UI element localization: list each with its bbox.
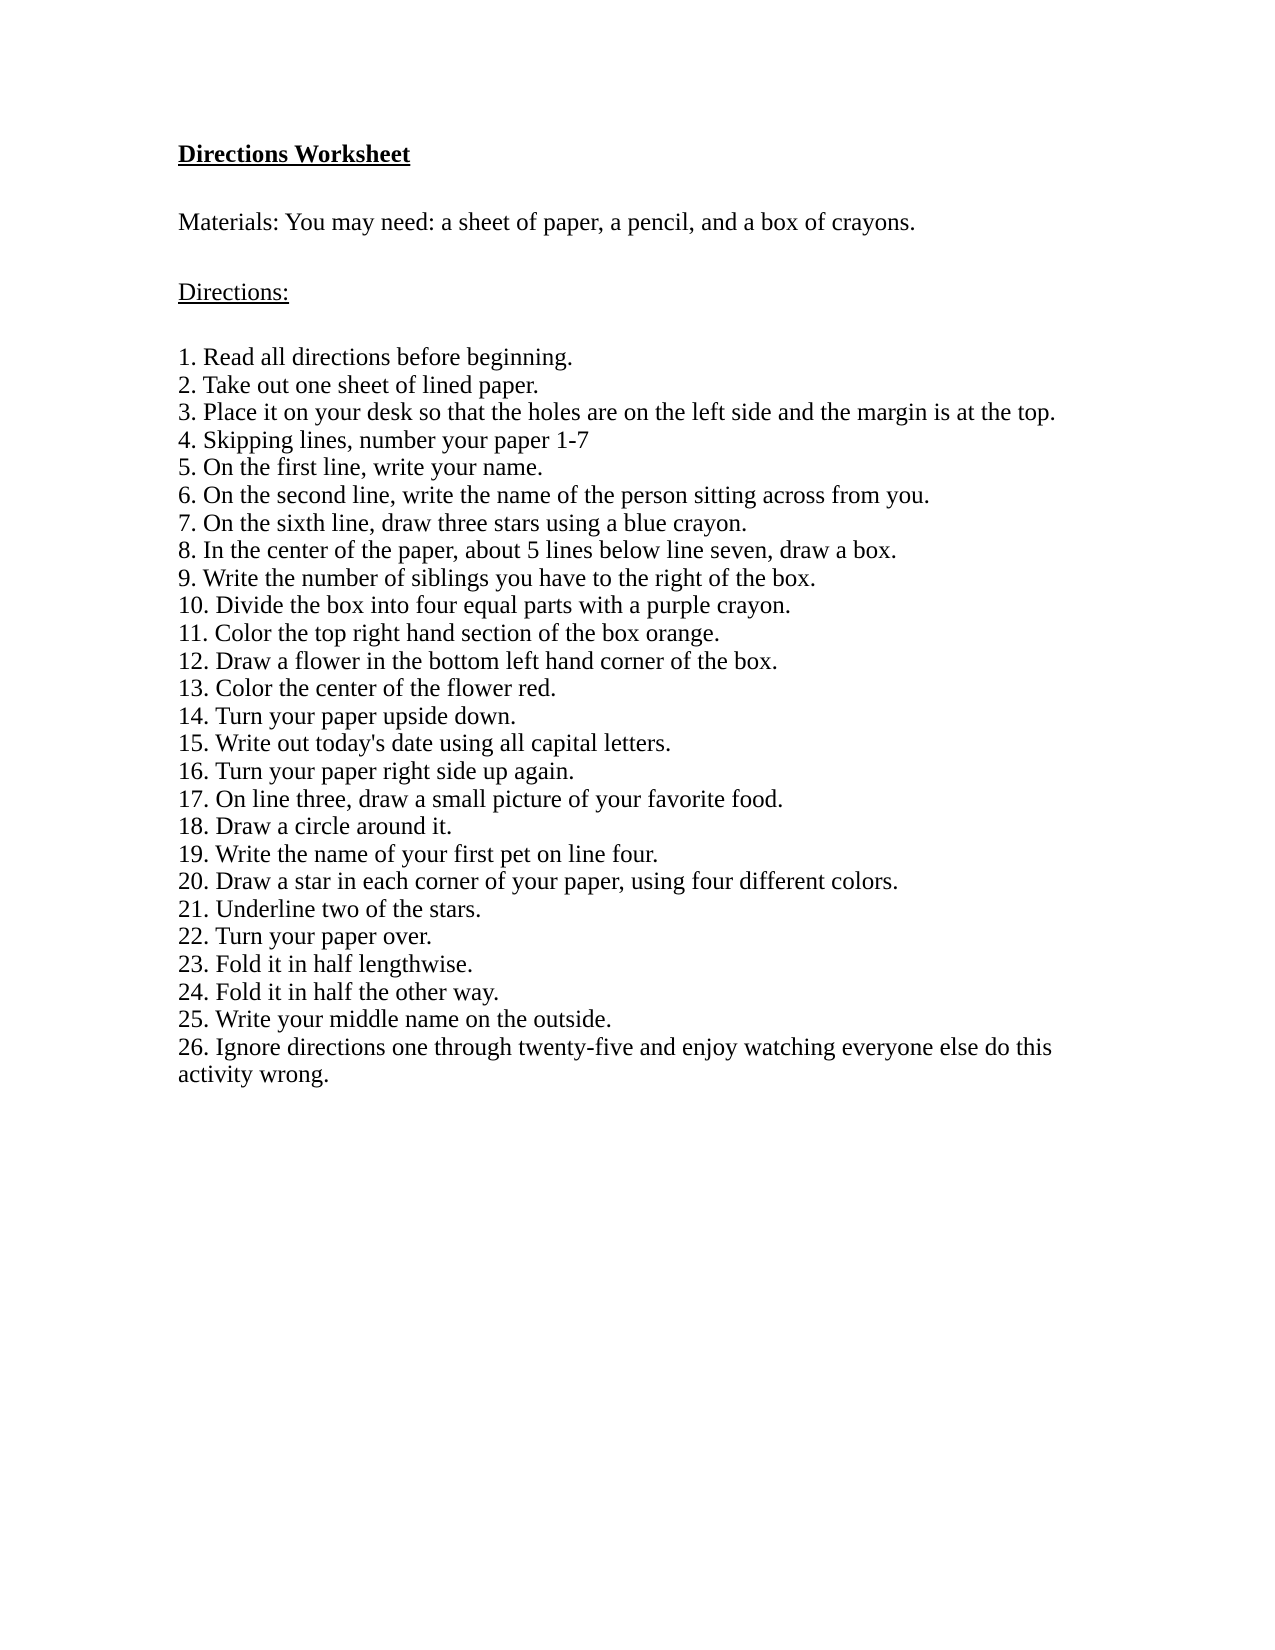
- list-item-number: 15.: [178, 730, 210, 758]
- list-item-text: Place it on your desk so that the holes are on the left side and the margin is at the top.: [203, 399, 1056, 427]
- list-item-number: 16.: [178, 757, 210, 785]
- list-item-number: 14.: [178, 702, 210, 730]
- list-item-text: Draw a flower in the bottom left hand corner of the box.: [215, 647, 778, 675]
- list-item: [178, 951, 1105, 979]
- list-item-text: Fold it in half lengthwise.: [215, 951, 474, 979]
- list-item: [178, 399, 1105, 427]
- list-item: [178, 592, 1105, 620]
- list-item-number: 6.: [178, 481, 197, 509]
- list-item-number: 18.: [178, 813, 210, 841]
- list-item: [178, 896, 1105, 924]
- directions-heading: Directions:: [178, 279, 290, 306]
- list-item-number: 10.: [178, 592, 210, 620]
- list-item: [178, 979, 1105, 1007]
- list-item-number: 17.: [178, 785, 210, 813]
- list-item-number: 1.: [178, 344, 197, 371]
- list-item-text: Write the number of siblings you have to the right of the box.: [202, 564, 817, 592]
- list-item-text: Draw a circle around it.: [215, 813, 453, 841]
- directions-list: [178, 344, 1105, 1089]
- list-item-number: 26.: [178, 1033, 210, 1061]
- page-title: Directions Worksheet: [178, 141, 411, 168]
- list-item: [178, 730, 1105, 758]
- list-item: [178, 868, 1105, 896]
- list-item-text: On the second line, write the name of the person sitting across from you.: [203, 481, 930, 509]
- list-item-text: Color the center of the flower red.: [215, 675, 557, 703]
- list-item: [178, 923, 1105, 951]
- list-item-text: On line three, draw a small picture of your favorite food.: [215, 785, 784, 813]
- list-item-number: 21.: [178, 895, 210, 923]
- list-item-text: Ignore directions one through twenty-five and enjoy watching everyone else do this activity wrong.: [178, 1033, 1053, 1089]
- list-item-text: Read all directions before beginning.: [203, 344, 574, 371]
- list-item-number: 4.: [178, 426, 197, 454]
- list-item-text: Underline two of the stars.: [215, 895, 482, 923]
- list-item-number: 23.: [178, 951, 210, 979]
- list-item-number: 12.: [178, 647, 210, 675]
- list-item-text: In the center of the paper, about 5 lines below line seven, draw a box.: [203, 537, 897, 565]
- list-item-number: 3.: [178, 399, 197, 427]
- list-item: [178, 1034, 1105, 1089]
- list-item-number: 25.: [178, 1006, 210, 1034]
- list-item-text: On the sixth line, draw three stars using a blue crayon.: [203, 509, 748, 537]
- list-item-text: Turn your paper upside down.: [215, 702, 517, 730]
- list-item: [178, 427, 1105, 455]
- list-item: [178, 372, 1105, 400]
- list-item-number: 9.: [178, 564, 197, 592]
- list-item-text: Skipping lines, number your paper 1-7: [203, 426, 590, 454]
- list-item: [178, 648, 1105, 676]
- list-item-number: 2.: [178, 371, 197, 399]
- list-item-number: 8.: [178, 537, 197, 565]
- list-item: [178, 537, 1105, 565]
- list-item: [178, 565, 1105, 593]
- list-item-text: Turn your paper right side up again.: [215, 757, 575, 785]
- list-item-text: Draw a star in each corner of your paper, using four different colors.: [215, 868, 899, 896]
- list-item-text: Take out one sheet of lined paper.: [202, 371, 539, 399]
- list-item: [178, 620, 1105, 648]
- list-item-number: 22.: [178, 923, 210, 951]
- list-item-number: 7.: [178, 509, 197, 537]
- list-item: [178, 841, 1105, 869]
- list-item: [178, 813, 1105, 841]
- list-item-text: Color the top right hand section of the box orange.: [214, 619, 721, 647]
- list-item-number: 11.: [178, 619, 209, 647]
- list-item: [178, 703, 1105, 731]
- list-item-text: Fold it in half the other way.: [215, 978, 500, 1006]
- list-item-text: Divide the box into four equal parts with a purple crayon.: [215, 592, 792, 620]
- list-item: [178, 510, 1105, 538]
- list-item-text: Turn your paper over.: [215, 923, 433, 951]
- list-item-text: Write the name of your first pet on line four.: [215, 840, 659, 868]
- materials-line: Materials: You may need: a sheet of paper, a pencil, and a box of crayons.: [178, 209, 916, 236]
- list-item: [178, 786, 1105, 814]
- list-item-number: 19.: [178, 840, 210, 868]
- list-item: [178, 675, 1105, 703]
- list-item-number: 20.: [178, 868, 210, 896]
- list-item-number: 24.: [178, 978, 210, 1006]
- list-item-number: 13.: [178, 675, 210, 703]
- list-item: [178, 344, 1105, 372]
- list-item: [178, 758, 1105, 786]
- list-item: [178, 482, 1105, 510]
- list-item-text: On the first line, write your name.: [203, 454, 544, 482]
- list-item: [178, 454, 1105, 482]
- list-item-number: 5.: [178, 454, 197, 482]
- list-item-text: Write out today's date using all capital letters.: [215, 730, 672, 758]
- list-item: [178, 1006, 1105, 1034]
- list-item-text: Write your middle name on the outside.: [215, 1006, 612, 1034]
